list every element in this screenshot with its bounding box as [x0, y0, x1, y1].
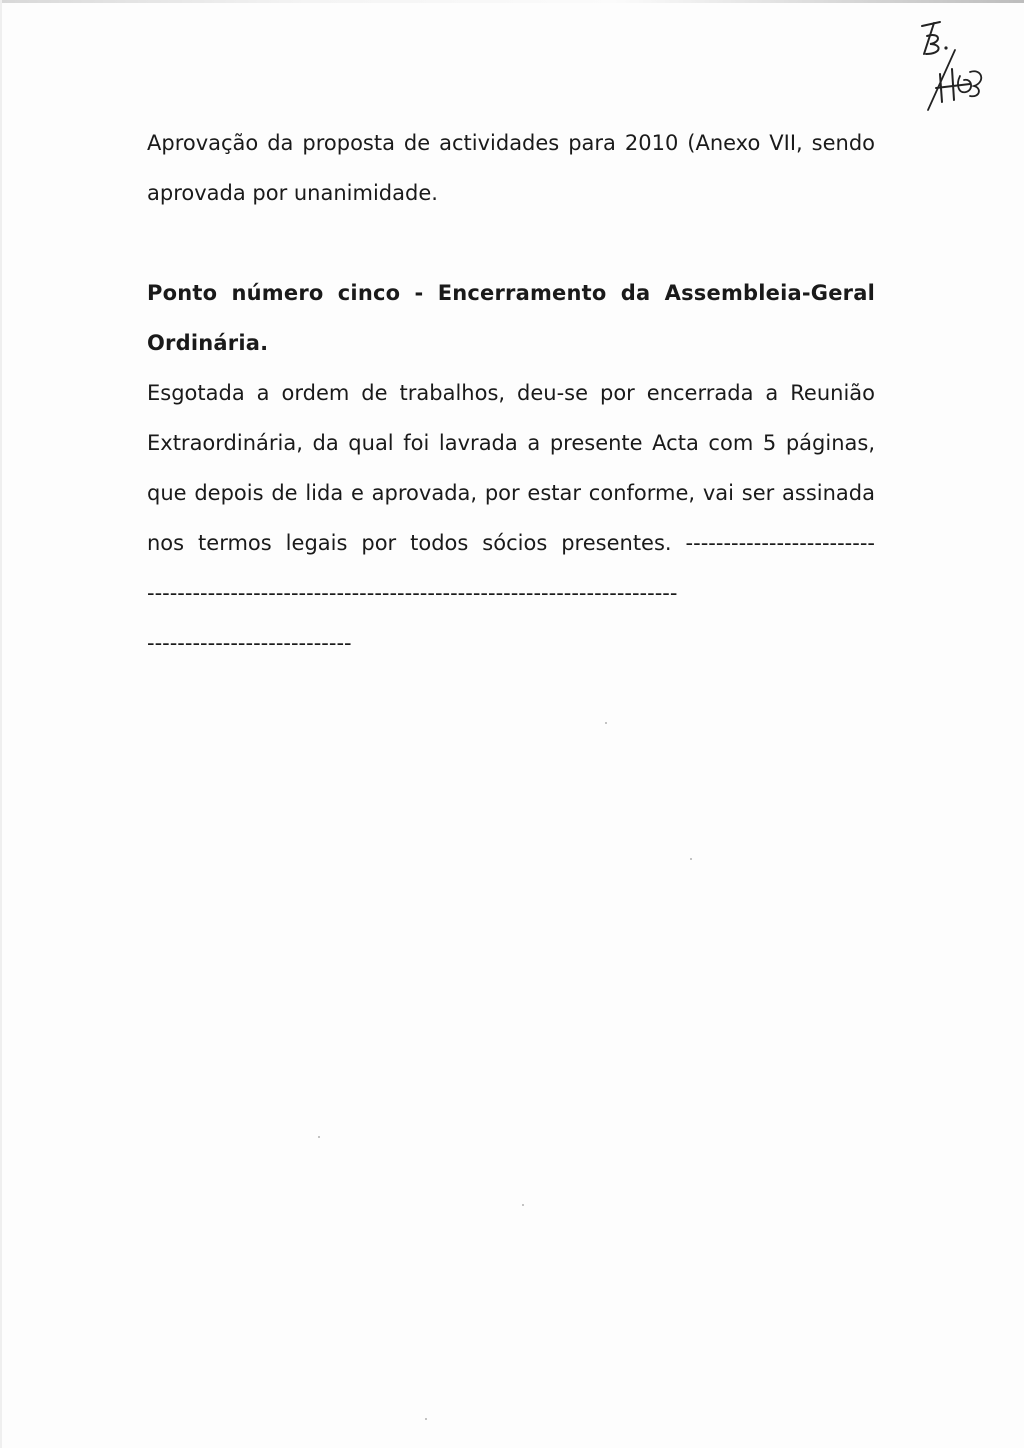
- scan-speck: [690, 858, 692, 860]
- handwritten-signature: [900, 14, 1000, 114]
- document-body: [147, 118, 875, 668]
- scan-speck: [605, 722, 607, 724]
- scan-speck: [522, 1204, 524, 1206]
- paragraph-spacer: [147, 218, 875, 268]
- paragraph-closing-line-2: Extraordinária, da qual foi lavrada a presente Acta com 5 páginas,: [147, 431, 875, 455]
- dash-fill-line-2: ---------------------------: [147, 631, 352, 655]
- paragraph-closing-line-1: Esgotada a ordem de trabalhos, deu-se por encerrada a Reunião: [147, 381, 875, 405]
- paragraph-closing-line-4: nos termos legais por todos sócios presentes. -------------------------: [147, 531, 875, 555]
- scan-edge-left: [0, 0, 2, 1448]
- dash-fill-line-1: ----------------------------------------------------------------------: [147, 581, 678, 605]
- section-heading-line-1: Ponto número cinco - Encerramento da Assembleia-Geral: [147, 281, 875, 305]
- paragraph-approval-line-2: aprovada por unanimidade.: [147, 181, 438, 205]
- paragraph-closing-line-3: que depois de lida e aprovada, por estar conforme, vai ser assinada: [147, 481, 875, 505]
- scan-speck: [425, 1418, 427, 1420]
- scan-speck: [318, 1136, 320, 1138]
- scan-edge-top: [0, 0, 1024, 3]
- paragraph-approval-line-1: Aprovação da proposta de actividades para 2010 (Anexo VII, sendo: [147, 131, 875, 155]
- section-heading-line-2: Ordinária.: [147, 331, 269, 355]
